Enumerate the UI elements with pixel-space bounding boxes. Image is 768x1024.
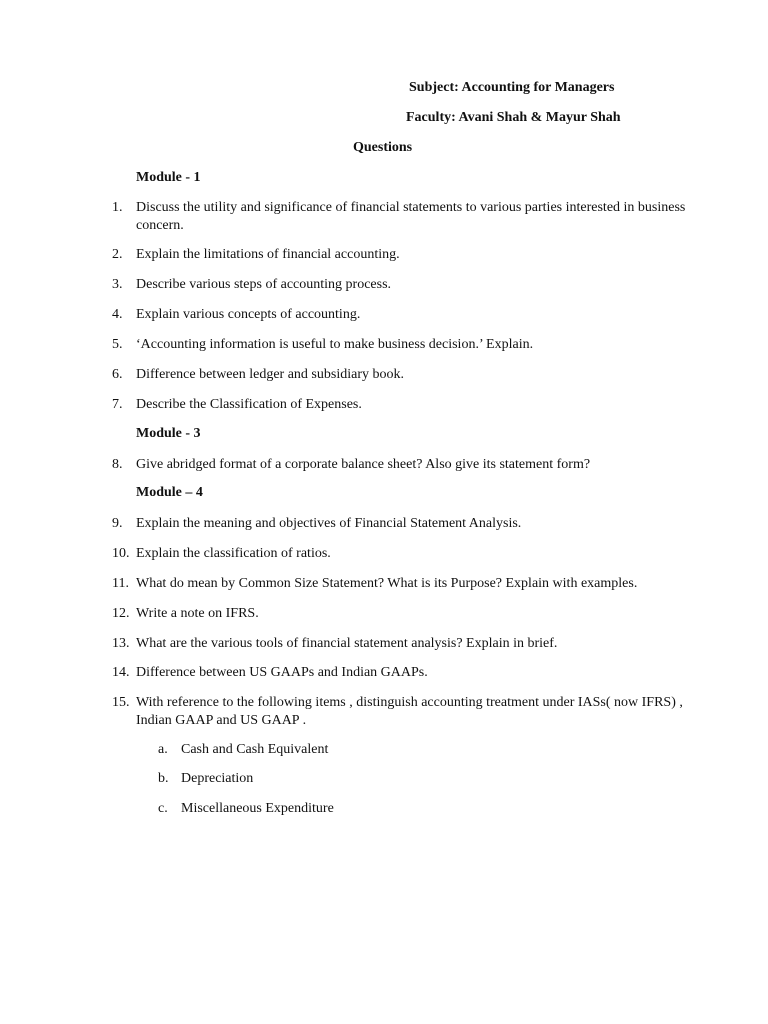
module-3-heading: Module - 3	[136, 426, 201, 441]
question-text: Difference between US GAAPs and Indian GAAPs.	[136, 665, 428, 680]
question-number: 2.	[112, 247, 123, 262]
question-text: ‘Accounting information is useful to make business decision.’ Explain.	[136, 337, 534, 352]
question-number: 1.	[112, 200, 123, 215]
sub-item-text: Miscellaneous Expenditure	[181, 801, 334, 816]
question-number: 15.	[112, 695, 130, 710]
sub-item	[158, 801, 334, 817]
sub-item	[158, 771, 253, 787]
question-item	[112, 605, 692, 623]
question-item	[112, 664, 692, 682]
question-item	[112, 396, 692, 414]
question-text: Write a note on IFRS.	[136, 606, 259, 621]
question-number: 10.	[112, 546, 130, 561]
question-number: 6.	[112, 367, 123, 382]
question-item	[112, 336, 692, 354]
question-item	[112, 199, 692, 235]
question-text: Describe the Classification of Expenses.	[136, 397, 362, 412]
question-text: Discuss the utility and significance of financial statements to various parties interested in business concern.	[136, 200, 686, 233]
question-text: Describe various steps of accounting process.	[136, 277, 392, 292]
question-number: 8.	[112, 457, 123, 472]
question-number: 11.	[112, 576, 129, 591]
question-number: 5.	[112, 337, 123, 352]
sub-item-letter: c.	[158, 801, 168, 816]
question-item	[112, 515, 692, 533]
faculty-heading: Faculty: Avani Shah & Mayur Shah	[406, 110, 621, 125]
question-text: Explain the limitations of financial accounting.	[136, 247, 400, 262]
subject-heading: Subject: Accounting for Managers	[409, 80, 615, 95]
sub-item	[158, 742, 328, 758]
module-4-heading: Module – 4	[136, 485, 203, 500]
question-item	[112, 694, 692, 730]
question-number: 7.	[112, 397, 123, 412]
question-number: 13.	[112, 636, 130, 651]
sub-item-letter: b.	[158, 771, 169, 786]
sub-item-text: Cash and Cash Equivalent	[181, 742, 329, 757]
question-item	[112, 366, 692, 384]
question-number: 12.	[112, 606, 130, 621]
question-item	[112, 456, 692, 474]
question-number: 9.	[112, 516, 123, 531]
question-number: 4.	[112, 307, 123, 322]
sub-item-letter: a.	[158, 742, 168, 757]
question-text: With reference to the following items , distinguish accounting treatment under IASs( now IFRS) , Indian GAAP and US GAAP .	[136, 695, 683, 728]
question-text: Difference between ledger and subsidiary book.	[136, 367, 404, 382]
module-1-heading: Module - 1	[136, 170, 201, 185]
sub-item-text: Depreciation	[181, 771, 254, 786]
question-item	[112, 306, 692, 324]
question-text: Explain the meaning and objectives of Financial Statement Analysis.	[136, 516, 522, 531]
question-text: What do mean by Common Size Statement? What is its Purpose? Explain with examples.	[136, 576, 638, 591]
question-number: 3.	[112, 277, 123, 292]
question-item	[112, 635, 692, 653]
questions-title: Questions	[353, 140, 413, 155]
question-item	[112, 246, 692, 264]
question-text: Explain the classification of ratios.	[136, 546, 331, 561]
question-item	[112, 545, 692, 563]
question-text: Explain various concepts of accounting.	[136, 307, 361, 322]
question-number: 14.	[112, 665, 130, 680]
question-item	[112, 575, 692, 593]
question-text: What are the various tools of financial statement analysis? Explain in brief.	[136, 636, 558, 651]
question-text: Give abridged format of a corporate balance sheet? Also give its statement form?	[136, 457, 591, 472]
question-item	[112, 276, 692, 294]
